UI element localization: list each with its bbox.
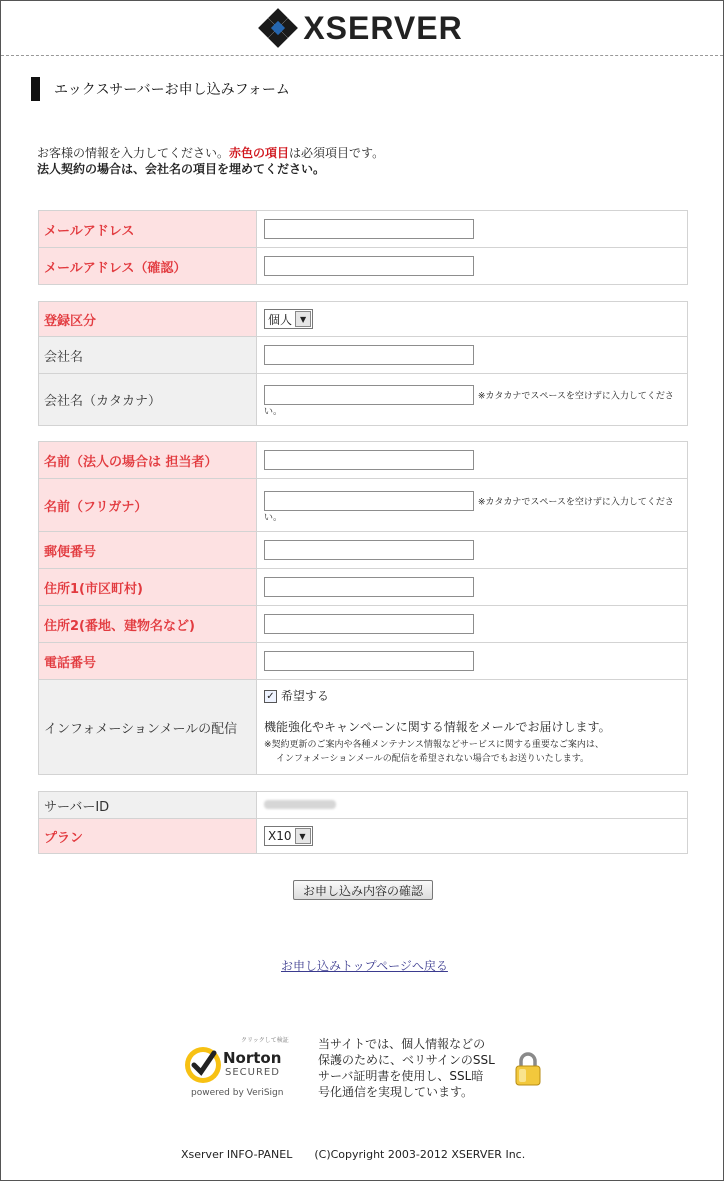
norton-secured: SECURED bbox=[225, 1067, 280, 1078]
confirm-button[interactable]: お申し込み内容の確認 bbox=[293, 880, 433, 900]
norton-small-text: クリックして検証 bbox=[241, 1037, 289, 1044]
page-title bbox=[31, 77, 290, 101]
company-section bbox=[38, 301, 688, 426]
zip-input[interactable] bbox=[264, 540, 474, 560]
server-id-label: サーバーID bbox=[39, 792, 257, 819]
address1-input[interactable] bbox=[264, 577, 474, 597]
diamond-logo-icon bbox=[261, 11, 295, 45]
newsletter-desc: 機能強化やキャンペーンに関する情報をメールでお届けします。 bbox=[264, 720, 611, 734]
footer-product: Xserver INFO-PANEL bbox=[181, 1148, 293, 1161]
norton-seal[interactable] bbox=[183, 1035, 293, 1101]
name-kana-note-wrap: い。 bbox=[264, 512, 283, 523]
company-name-input[interactable] bbox=[264, 345, 474, 365]
name-input[interactable] bbox=[264, 450, 474, 470]
ssl-line4: 号化通信を実現しています。 bbox=[318, 1085, 474, 1099]
norton-powered: powered by VeriSign bbox=[191, 1088, 284, 1098]
intro-line1: お客様の情報を入力してください。 bbox=[37, 146, 230, 160]
company-kana-input[interactable] bbox=[264, 385, 474, 405]
company-kana-label: 会社名（カタカナ） bbox=[39, 374, 257, 426]
newsletter-option-label: 希望する bbox=[280, 689, 329, 703]
server-section bbox=[38, 791, 688, 854]
name-kana-note: ※カタカナでスペースを空けずに入力してくださ bbox=[477, 497, 674, 507]
plan-select[interactable] bbox=[264, 826, 313, 846]
ssl-line1: 当サイトでは、個人情報などの bbox=[318, 1037, 486, 1051]
footer bbox=[181, 1148, 547, 1161]
chevron-down-icon: ▼ bbox=[295, 828, 311, 844]
ssl-notice bbox=[318, 1036, 495, 1100]
address1-label: 住所1(市区町村) bbox=[39, 569, 257, 606]
header bbox=[1, 1, 723, 56]
person-section bbox=[38, 441, 688, 775]
email-confirm-input[interactable] bbox=[264, 256, 474, 276]
ssl-line3: サーバ証明書を使用し、SSL暗 bbox=[318, 1069, 484, 1083]
newsletter-label: インフォメーションメールの配信 bbox=[39, 680, 257, 775]
lock-icon bbox=[513, 1051, 543, 1087]
intro-text bbox=[37, 145, 384, 177]
server-id-value bbox=[257, 792, 688, 819]
address2-input[interactable] bbox=[264, 614, 474, 634]
address2-label: 住所2(番地、建物名など) bbox=[39, 606, 257, 643]
plan-label: プラン bbox=[39, 819, 257, 854]
registration-type-label: 登録区分 bbox=[39, 302, 257, 337]
email-input[interactable] bbox=[264, 219, 474, 239]
plan-value: X10 bbox=[268, 829, 292, 843]
intro-required-highlight: 赤色の項目 bbox=[229, 146, 290, 160]
chevron-down-icon: ▼ bbox=[295, 311, 311, 327]
email-label: メールアドレス bbox=[39, 211, 257, 248]
newsletter-option[interactable] bbox=[264, 687, 686, 704]
registration-type-select[interactable] bbox=[264, 309, 313, 329]
name-label: 名前（法人の場合は 担当者） bbox=[39, 442, 257, 479]
company-name-label: 会社名 bbox=[39, 337, 257, 374]
newsletter-checkbox[interactable]: ✓ bbox=[264, 690, 277, 703]
name-kana-label: 名前（フリガナ） bbox=[39, 479, 257, 532]
footer-copyright: (C)Copyright 2003-2012 XSERVER Inc. bbox=[314, 1148, 526, 1161]
zip-label: 郵便番号 bbox=[39, 532, 257, 569]
intro-line2: 法人契約の場合は、会社名の項目を埋めてください。 bbox=[37, 162, 326, 176]
intro-line1-after: は必須項目です。 bbox=[289, 146, 385, 160]
title-marker bbox=[31, 77, 40, 101]
phone-input[interactable] bbox=[264, 651, 474, 671]
logo-text: XSERVER bbox=[303, 9, 463, 46]
xserver-logo[interactable] bbox=[261, 10, 462, 47]
name-kana-input[interactable] bbox=[264, 491, 474, 511]
back-to-top-link[interactable]: お申し込みトップページへ戻る bbox=[281, 959, 448, 973]
page-title-text: エックスサーバーお申し込みフォーム bbox=[54, 82, 290, 98]
newsletter-note2: インフォメーションメールの配信を希望されない場合でもお送りいたします。 bbox=[276, 754, 590, 764]
norton-brand: Norton bbox=[223, 1049, 282, 1067]
company-kana-note-wrap: い。 bbox=[264, 407, 283, 417]
newsletter-note1: ※契約更新のご案内や各種メンテナンス情報などサービスに関する重要なご案内は、 bbox=[264, 740, 604, 750]
registration-type-value: 個人 bbox=[268, 312, 293, 327]
email-section bbox=[38, 210, 688, 285]
email-confirm-label: メールアドレス（確認） bbox=[39, 248, 257, 285]
ssl-line2: 保護のために、ベリサインのSSL bbox=[318, 1053, 495, 1067]
phone-label: 電話番号 bbox=[39, 643, 257, 680]
company-kana-note: ※カタカナでスペースを空けずに入力してくださ bbox=[477, 391, 674, 402]
